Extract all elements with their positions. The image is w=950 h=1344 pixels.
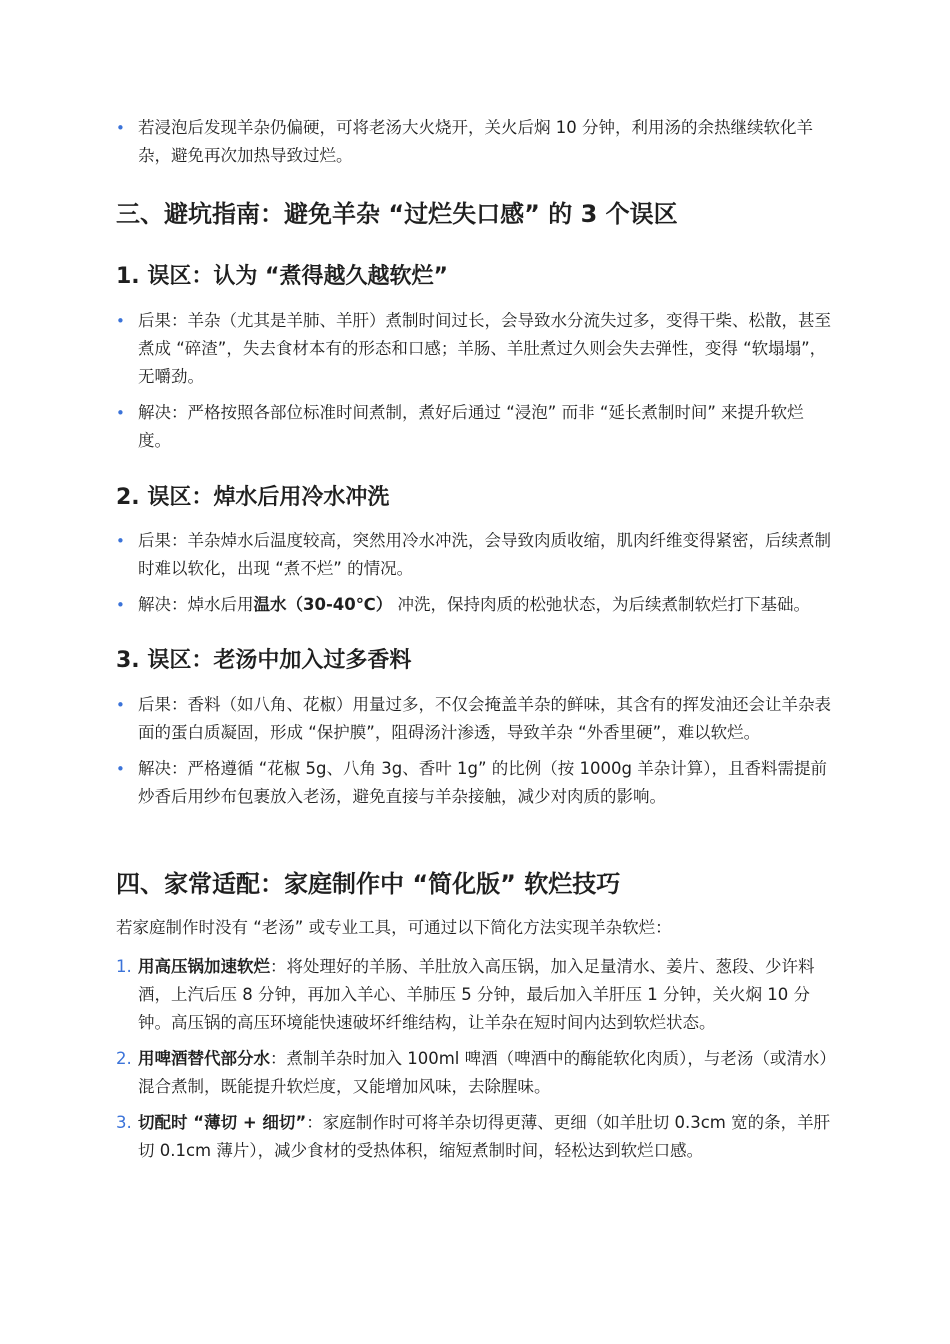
list-number: 1. [116, 957, 132, 976]
list-item [116, 1109, 836, 1165]
list-item [116, 399, 836, 455]
tip-text: ：将处理好的羊肠、羊肚放入高压锅，加入足量清水、姜片、葱段、少许料酒，上汽后压 8 分钟，再加入羊心、羊肺压 5 分钟，最后加入羊肝压 1 分钟，关火焖 10 分钟。高压锅的高压环境能快速破坏纤维结构，让羊杂在短时间内达到软烂状态。 [138, 957, 815, 1032]
list-item-text: 后果：羊杂焯水后温度较高，突然用冷水冲洗，会导致肉质收缩，肌肉纤维变得紧密，后续煮制时难以软化，出现 “煮不烂” 的情况。 [138, 531, 831, 578]
mistake-2-list [116, 527, 836, 619]
list-item [116, 691, 836, 747]
list-item [116, 1045, 836, 1101]
list-number: 3. [116, 1113, 132, 1132]
section-4-heading: 四、家常适配：家庭制作中 “简化版” 软烂技巧 [116, 870, 621, 898]
mistake-1-heading: 1. 误区：认为 “煮得越久越软烂” [116, 264, 448, 289]
list-item-text: 解决：严格按照各部位标准时间煮制，煮好后通过 “浸泡” 而非 “延长煮制时间” 来提升软烂度。 [138, 403, 804, 450]
section-4-intro: 若家庭制作时没有 “老汤” 或专业工具，可通过以下简化方法实现羊杂软烂： [116, 918, 672, 937]
section-3-heading: 三、避坑指南：避免羊杂 “过烂失口感” 的 3 个误区 [116, 200, 678, 228]
list-item-text: 若浸泡后发现羊杂仍偏硬，可将老汤大火烧开，关火后焖 10 分钟，利用汤的余热继续软化羊杂，避免再次加热导致过烂。 [138, 118, 813, 165]
list-item [116, 755, 836, 811]
tips-ordered-list [116, 953, 836, 1165]
list-item [116, 953, 836, 1037]
tip-title: 用高压锅加速软烂 [138, 957, 270, 976]
mistake-3-list [116, 691, 836, 811]
list-item [116, 527, 836, 583]
tip-text: ：家庭制作时可将羊杂切得更薄、更细（如羊肚切 0.3cm 宽的条，羊肝切 0.1cm 薄片），减少食材的受热体积，缩短煮制时间，轻松达到软烂口感。 [138, 1113, 831, 1160]
list-item [116, 114, 836, 170]
list-item-text: 解决：严格遵循 “花椒 5g、八角 3g、香叶 1g” 的比例（按 1000g 羊杂计算），且香料需提前炒香后用纱布包裹放入老汤，避免直接与羊杂接触，减少对肉质的影响。 [138, 759, 827, 806]
mistake-3-heading: 3. 误区：老汤中加入过多香料 [116, 648, 412, 673]
tip-text: ：煮制羊杂时加入 100ml 啤酒（啤酒中的酶能软化肉质），与老汤（或清水）混合煮制，既能提升软烂度，又能增加风味，去除腥味。 [138, 1049, 836, 1096]
list-item-text: 冲洗，保持肉质的松弛状态，为后续煮制软烂打下基础。 [392, 595, 811, 614]
list-item-text: 后果：羊杂（尤其是羊肺、羊肝）煮制时间过长，会导致水分流失过多，变得干柴、松散，甚至煮成 “碎渣”，失去食材本有的形态和口感；羊肠、羊肚煮过久则会失去弹性，变得 “软塌塌”，无嚼劲。 [138, 311, 831, 386]
list-number: 2. [116, 1049, 132, 1068]
tip-title: 切配时 “薄切 + 细切” [138, 1113, 307, 1132]
list-item-text: 后果：香料（如八角、花椒）用量过多，不仅会掩盖羊杂的鲜味，其含有的挥发油还会让羊杂表面的蛋白质凝固，形成 “保护膜”，阻碍汤汁渗透，导致羊杂 “外香里硬”，难以软烂。 [138, 695, 831, 742]
list-item [116, 591, 836, 619]
mistake-2-heading: 2. 误区：焯水后用冷水冲洗 [116, 485, 390, 510]
tip-title: 用啤酒替代部分水 [138, 1049, 270, 1068]
intro-bullet-list [116, 114, 836, 170]
mistake-1-list [116, 307, 836, 455]
list-item-text: 解决：焯水后用 [138, 595, 254, 614]
warm-water-emphasis: 温水（30-40℃） [253, 595, 393, 614]
list-item [116, 307, 836, 391]
